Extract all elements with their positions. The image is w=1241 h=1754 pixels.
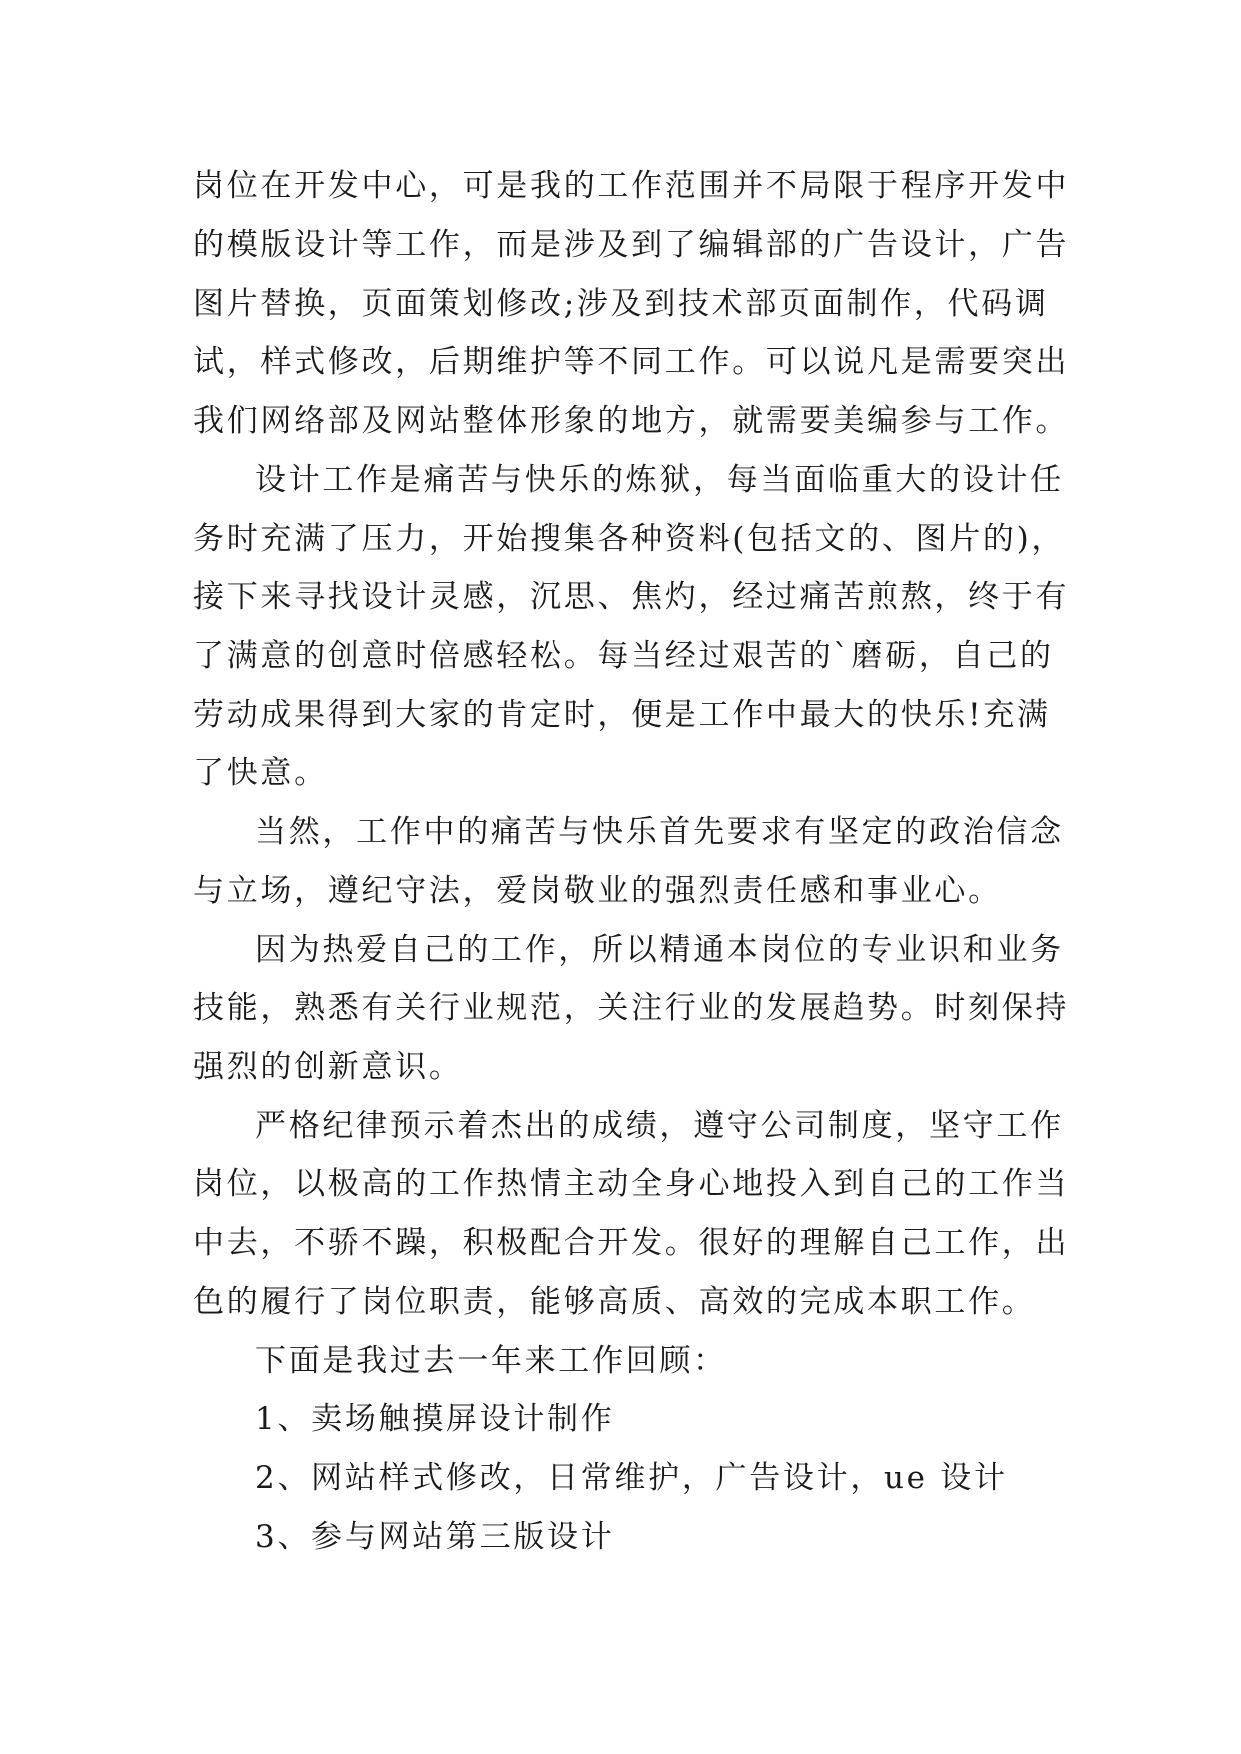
text-line: 色的履行了岗位职责，能够高质、高效的完成本职工作。 [193,1284,1036,1320]
paragraph-first-line: 设计工作是痛苦与快乐的炼狱，每当面临重大的设计任 [255,462,1064,498]
text-line: 了满意的创意时倍感轻松。每当经过艰苦的`磨砺，自己的 [193,638,1054,674]
text-line: 岗位，以极高的工作热情主动全身心地投入到自己的工作当 [193,1166,1070,1202]
text-line: 务时充满了压力，开始搜集各种资料(包括文的、图片的)， [193,521,1066,557]
text-line: 了快意。 [193,755,328,791]
list-item: 2、网站样式修改，日常维护，广告设计，ue 设计 [255,1460,1008,1496]
list-item: 1、卖场触摸屏设计制作 [255,1401,615,1437]
text-line: 劳动成果得到大家的肯定时，便是工作中最大的快乐!充满 [193,697,1051,733]
paragraph-first-line: 严格纪律预示着杰出的成绩，遵守公司制度，坚守工作 [255,1108,1064,1144]
text-line: 接下来寻找设计灵感，沉思、焦灼，经过痛苦煎熬，终于有 [193,579,1070,615]
text-line: 我们网络部及网站整体形象的地方，就需要美编参与工作。 [193,403,1070,439]
text-line: 技能，熟悉有关行业规范，关注行业的发展趋势。时刻保持 [193,990,1070,1026]
text-line: 岗位在开发中心，可是我的工作范围并不局限于程序开发中 [193,168,1070,204]
list-item: 3、参与网站第三版设计 [255,1519,615,1555]
text-line: 的模版设计等工作，而是涉及到了编辑部的广告设计，广告 [193,227,1070,263]
text-line: 试，样式修改，后期维护等不同工作。可以说凡是需要突出 [193,344,1070,380]
text-line: 与立场，遵纪守法，爱岗敬业的强烈责任感和事业心。 [193,873,1002,909]
paragraph-first-line: 因为热爱自己的工作，所以精通本岗位的专业识和业务 [255,932,1064,968]
paragraph-first-line: 当然，工作中的痛苦与快乐首先要求有坚定的政治信念 [255,814,1064,850]
paragraph-first-line: 下面是我过去一年来工作回顾： [255,1343,727,1379]
text-line: 中去，不骄不躁，积极配合开发。很好的理解自己工作，出 [193,1225,1070,1261]
text-line: 图片替换，页面策划修改;涉及到技术部页面制作，代码调 [193,286,1049,322]
text-line: 强烈的创新意识。 [193,1049,463,1085]
